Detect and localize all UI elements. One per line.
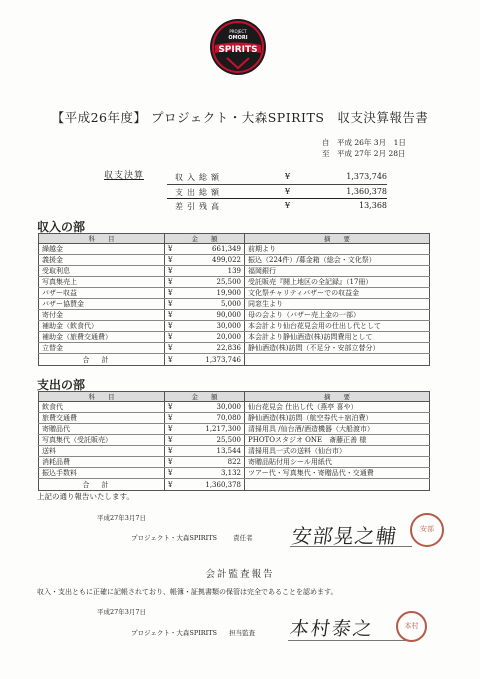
income-amount: 22,836 <box>181 343 245 354</box>
income-row <box>39 277 430 288</box>
expense-amount: 822 <box>181 457 245 468</box>
auditor-line <box>131 628 255 637</box>
income-note: 本会計より仙台花見会用の仕出し代として <box>245 321 430 332</box>
income-header-item: 科 目 <box>39 234 165 244</box>
income-yen-sign: ¥ <box>165 255 181 266</box>
expense-item-name: 飲食代 <box>39 402 165 413</box>
expense-note: 寄贈品貼付用シール用紙代 <box>245 457 430 468</box>
income-yen-sign: ¥ <box>165 332 181 343</box>
expense-row <box>39 435 430 446</box>
summary-label: 収支決算 <box>104 171 145 181</box>
responsible-signature: 安部晃之輔 <box>290 524 399 548</box>
income-amount: 30,000 <box>181 321 245 332</box>
expense-total-amount: 1,360,378 <box>181 479 245 491</box>
auditor-seal: 本村 <box>396 611 427 642</box>
income-item-name: 寄付金 <box>39 310 165 321</box>
income-yen-sign: ¥ <box>165 288 181 299</box>
income-total-note <box>245 354 430 366</box>
income-note: 文化祭チャリティバザーでの収益金 <box>245 288 430 299</box>
income-item-name: バザー協賛金 <box>39 299 165 310</box>
income-item-name: 繰越金 <box>39 244 165 255</box>
expense-item-name: 消耗品費 <box>39 457 165 468</box>
expense-header-row <box>39 392 430 402</box>
income-yen-sign: ¥ <box>165 266 181 277</box>
income-yen-sign: ¥ <box>165 343 181 354</box>
income-yen-sign: ¥ <box>165 299 181 310</box>
income-row <box>39 310 430 321</box>
expense-row <box>39 402 430 413</box>
income-total-row <box>39 354 430 366</box>
report-date: 平成27年3月7日 <box>97 514 147 522</box>
responsible-seal: 安部 <box>410 513 444 547</box>
expense-note: 静仙酒造(株)訪問（航空券代＋宿泊費） <box>245 413 430 424</box>
income-note: 振込（224件）/募金箱（総会・文化祭） <box>245 255 430 266</box>
spirits-logo <box>209 18 267 76</box>
income-note: 静仙酒造(株)訪問（不足分・安部立替分） <box>245 343 430 354</box>
expense-row <box>39 446 430 457</box>
income-heading: 収入の部 <box>37 220 86 234</box>
expense-item-name: 振込手数料 <box>39 468 165 479</box>
expense-amount: 25,500 <box>181 435 245 446</box>
expense-amount: 1,217,300 <box>181 424 245 435</box>
expense-header-amount: 金 額 <box>165 392 245 402</box>
income-note: 本会計より静仙酒造(株)訪問費用として <box>245 332 430 343</box>
expense-yen-sign: ¥ <box>165 402 181 413</box>
period-to: 至 平成 27年 2月 28日 <box>322 149 406 158</box>
income-yen-sign: ¥ <box>165 277 181 288</box>
expense-amount: 30,000 <box>181 402 245 413</box>
auditor-signature: 本村泰之 <box>288 618 376 640</box>
expense-item-name: 送料 <box>39 446 165 457</box>
expense-yen-sign: ¥ <box>165 424 181 435</box>
expense-note: 清掃用具 /仙台酒/酒造機器（大船渡市） <box>245 424 430 435</box>
income-amount: 139 <box>181 266 245 277</box>
income-yen-sign: ¥ <box>165 244 181 255</box>
audit-date: 平成27年3月7日 <box>97 608 147 616</box>
expense-amount: 3,132 <box>181 468 245 479</box>
income-total-amount: 1,373,746 <box>181 354 245 366</box>
signature-line <box>288 640 412 641</box>
expense-row <box>39 413 430 424</box>
expense-yen-sign: ¥ <box>165 446 181 457</box>
expense-note: 仙台花見会 仕出し代（燕亭 喜や） <box>245 402 430 413</box>
summary-row-income: 収入総額 ¥ 1,373,746 <box>167 170 387 185</box>
income-amount: 499,022 <box>181 255 245 266</box>
income-item-name: 受取利息 <box>39 266 165 277</box>
income-table <box>38 233 430 366</box>
summary-row-expense: 支出総額 ¥ 1,360,378 <box>175 187 387 197</box>
income-row <box>39 343 430 354</box>
expense-amount: 70,080 <box>181 413 245 424</box>
fiscal-period <box>322 137 406 159</box>
expense-table <box>38 391 430 491</box>
audit-heading: 会計監査報告 <box>205 569 275 580</box>
income-amount: 90,000 <box>181 310 245 321</box>
expense-item-name: 旅費交通費 <box>39 413 165 424</box>
auditor-org: プロジェクト・大森SPIRITS <box>131 629 218 637</box>
income-row <box>39 288 430 299</box>
audit-statement: 収入・支出ともに正確に記帳されており、帳簿・証拠書類の保管は完全であることを認めます。 <box>37 588 338 596</box>
income-item-name: バザー収益 <box>39 288 165 299</box>
income-total-label: 合計 <box>39 354 165 366</box>
expense-yen-sign: ¥ <box>165 413 181 424</box>
income-row <box>39 332 430 343</box>
expense-total-label: 合計 <box>39 479 165 491</box>
expense-row <box>39 468 430 479</box>
expense-yen-sign: ¥ <box>165 457 181 468</box>
expense-note: 清掃用具一式の送料（仙台市） <box>245 446 430 457</box>
expense-total-row <box>39 479 430 491</box>
income-total-yen: ¥ <box>165 354 181 366</box>
expense-row <box>39 424 430 435</box>
expense-note: ツアー代・写真集代・寄贈品代・交通費 <box>245 468 430 479</box>
expense-row <box>39 457 430 468</box>
income-amount: 20,000 <box>181 332 245 343</box>
income-amount: 5,000 <box>181 299 245 310</box>
expense-header-note: 摘 要 <box>245 392 430 402</box>
income-yen-sign: ¥ <box>165 321 181 332</box>
responsible-org: プロジェクト・大森SPIRITS <box>131 534 218 542</box>
expense-total-yen: ¥ <box>165 479 181 491</box>
expense-item-name: 写真集代（受託販売） <box>39 435 165 446</box>
income-amount: 25,500 <box>181 277 245 288</box>
svg-text:PROJECT: PROJECT <box>229 29 247 34</box>
responsible-line <box>131 533 253 542</box>
income-item-name: 写真集売上 <box>39 277 165 288</box>
svg-text:SPIRITS: SPIRITS <box>218 45 258 55</box>
income-header-row <box>39 234 430 244</box>
income-amount: 19,900 <box>181 288 245 299</box>
income-note: 前期より <box>245 244 430 255</box>
expense-heading: 支出の部 <box>37 378 86 392</box>
income-item-name: 義援金 <box>39 255 165 266</box>
income-row <box>39 266 430 277</box>
income-header-note: 摘 要 <box>245 234 430 244</box>
income-yen-sign: ¥ <box>165 310 181 321</box>
closing-statement: 上記の通り報告いたします。 <box>37 492 134 501</box>
income-header-amount: 金 額 <box>165 234 245 244</box>
responsible-role: 責任者 <box>233 534 253 542</box>
expense-item-name: 寄贈品代 <box>39 424 165 435</box>
income-note: 受託販売『闘上地区の全記録』（17冊） <box>245 277 430 288</box>
expense-amount: 13,544 <box>181 446 245 457</box>
expense-note: PHOTOスタジオ ONE 斎藤正善 様 <box>245 435 430 446</box>
svg-text:OMORI: OMORI <box>228 35 248 41</box>
expense-header-item: 科 目 <box>39 392 165 402</box>
income-row <box>39 255 430 266</box>
expense-total-note <box>245 479 430 491</box>
income-amount: 661,349 <box>181 244 245 255</box>
expense-yen-sign: ¥ <box>165 435 181 446</box>
signature-line <box>290 546 412 547</box>
auditor-role: 担当監査 <box>229 629 256 637</box>
income-row <box>39 299 430 310</box>
expense-yen-sign: ¥ <box>165 468 181 479</box>
income-note: 母の会より（バザー売上金の一部） <box>245 310 430 321</box>
summary-balance: 差引残高 ¥ 13,368 <box>167 198 387 213</box>
income-item-name: 補助金（飲食代） <box>39 321 165 332</box>
income-item-name: 立替金 <box>39 343 165 354</box>
income-row <box>39 321 430 332</box>
document-title: 【平成26年度】 プロジェクト・大森SPIRITS 収支決算報告書 <box>51 110 429 125</box>
income-item-name: 補助金（旅費交通費） <box>39 332 165 343</box>
income-row <box>39 244 430 255</box>
period-from: 自 平成 26年 3月 1日 <box>322 138 406 147</box>
summary-table <box>167 170 387 199</box>
income-note: 同窓生より <box>245 299 430 310</box>
income-note: 福岡銀行 <box>245 266 430 277</box>
